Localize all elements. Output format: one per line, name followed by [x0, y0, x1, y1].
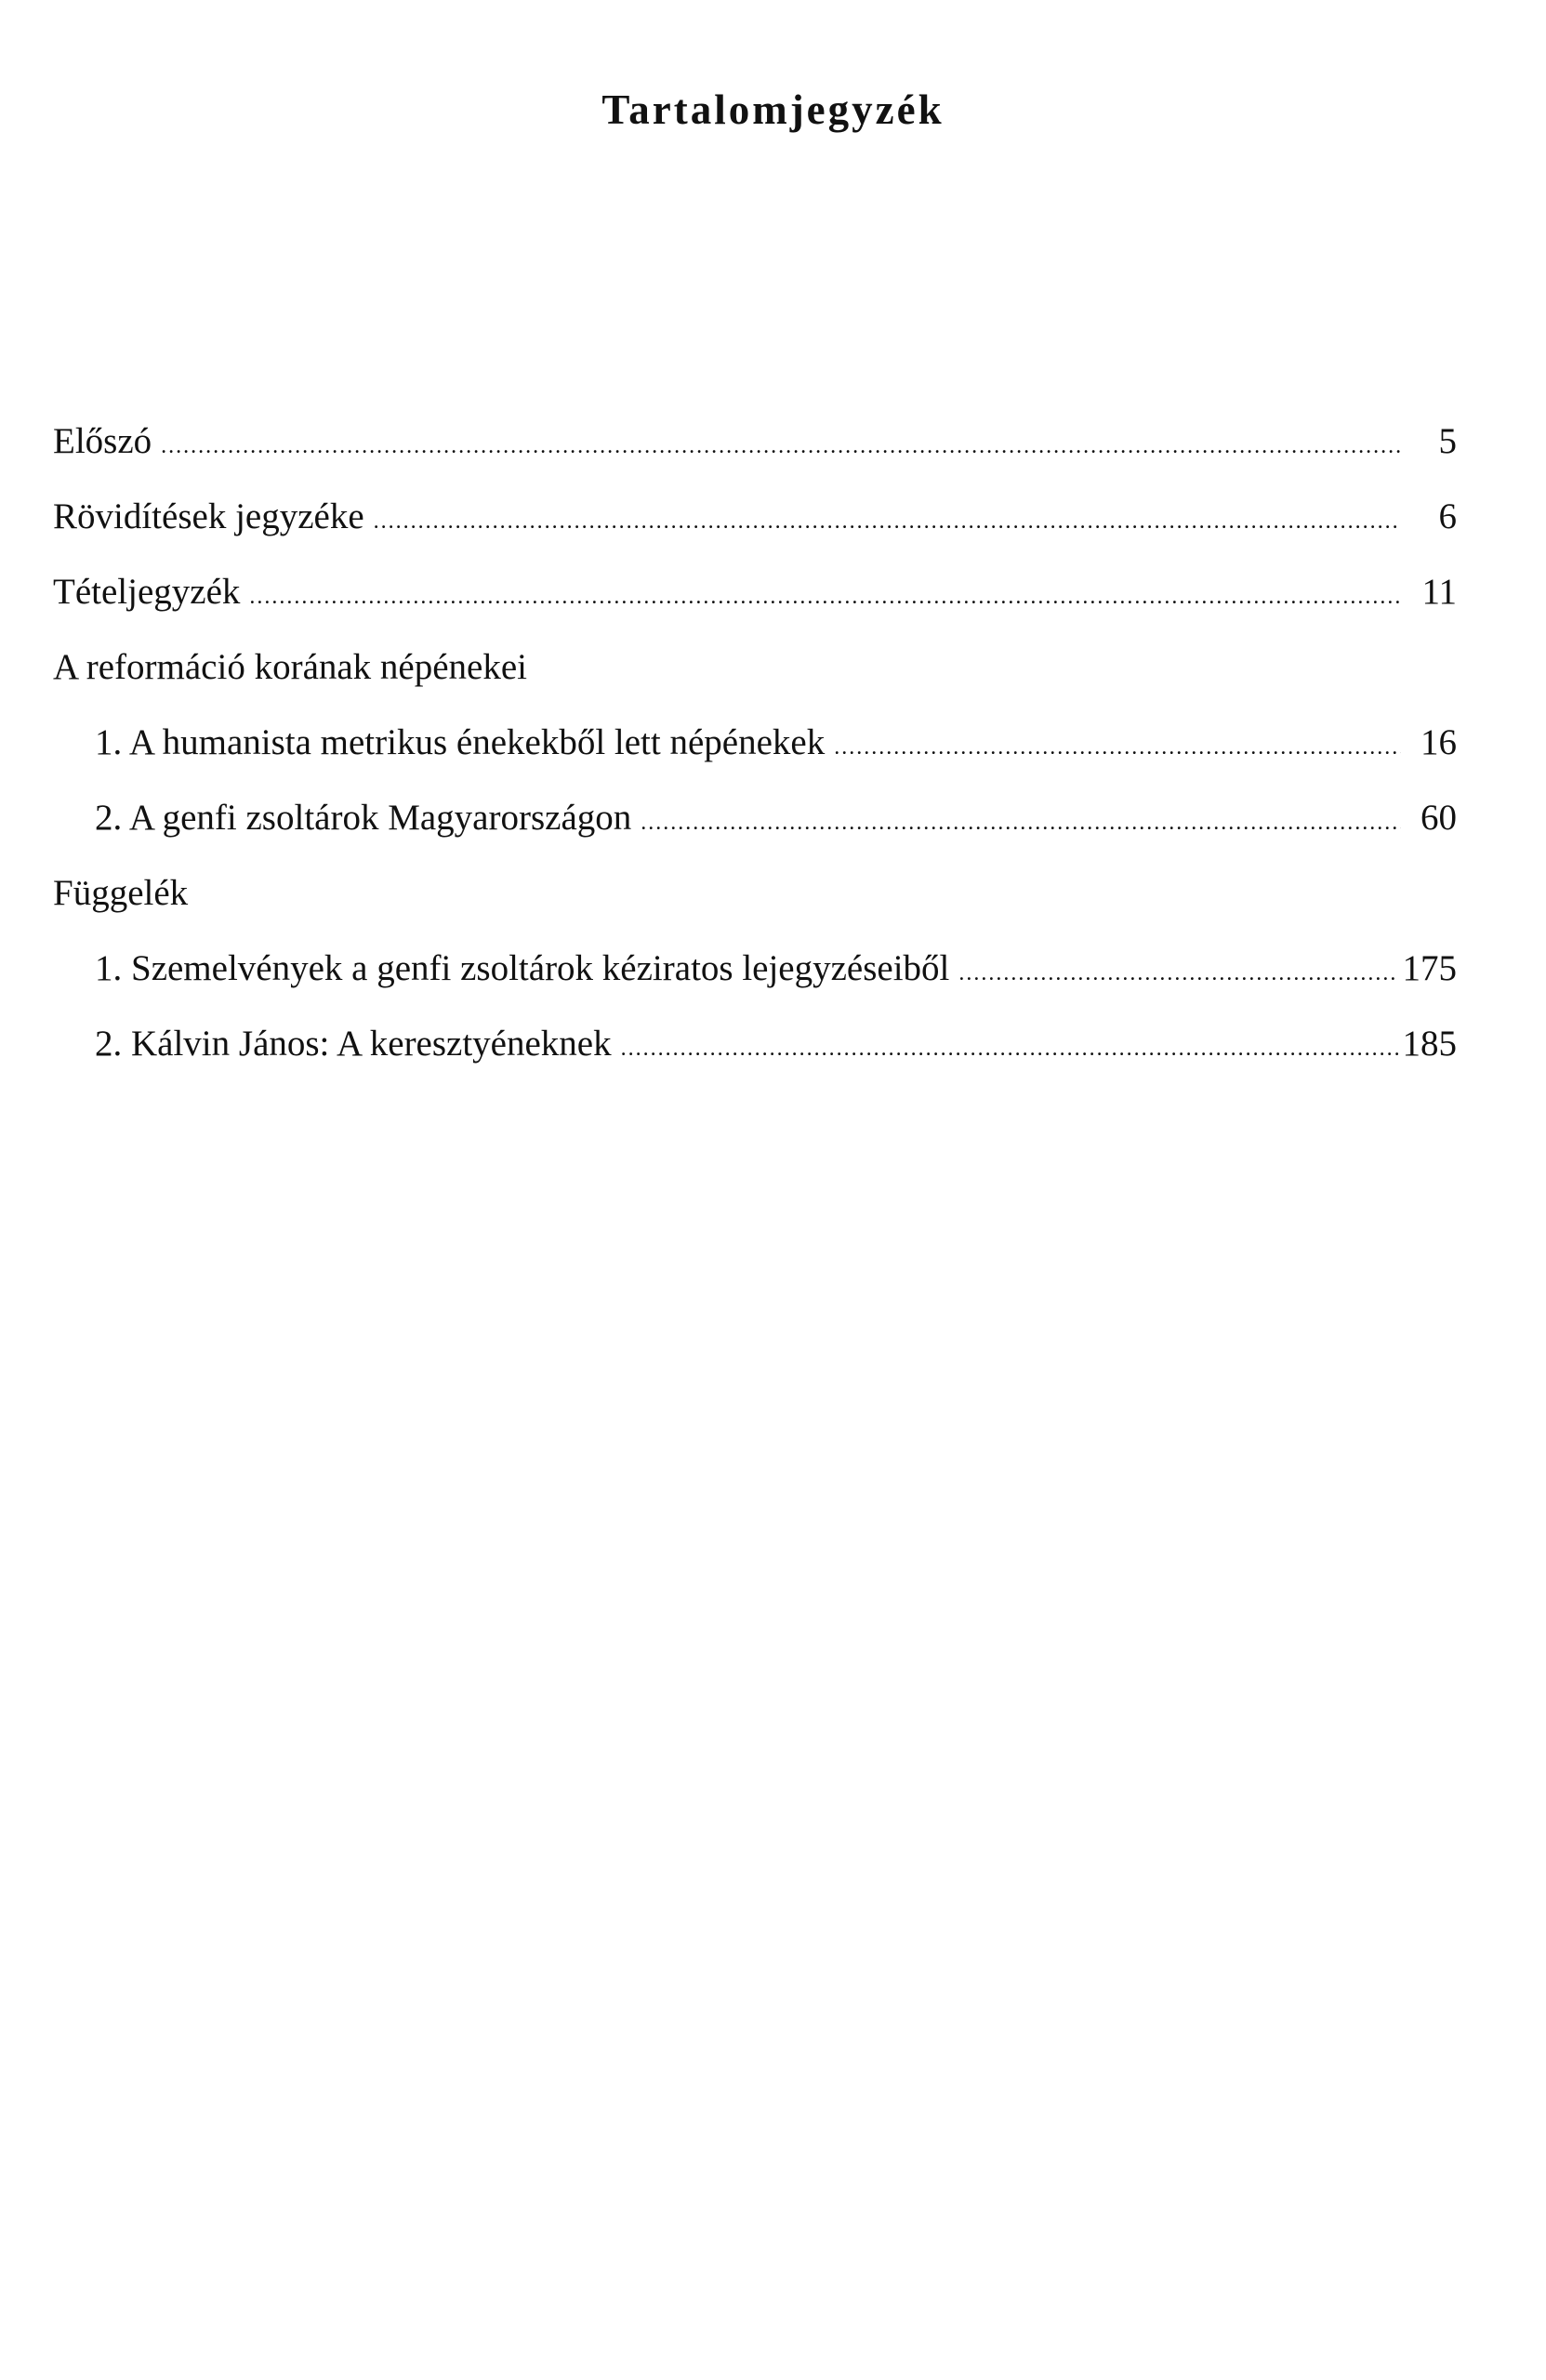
dot-leader	[161, 418, 1401, 474]
toc-page-number: 5	[1438, 421, 1457, 461]
toc-entry-label: 1. A humanista metrikus énekekből lett népénekek	[95, 722, 826, 762]
toc-entry-roviditesek	[53, 489, 1457, 564]
table-of-contents	[53, 414, 1457, 1091]
toc-entry-eloszo	[53, 414, 1457, 489]
toc-page-number: 185	[1402, 1024, 1457, 1064]
dot-leader	[958, 945, 1398, 1001]
toc-entry-label: 2. Kálvin János: A keresztyéneknek	[95, 1024, 612, 1064]
toc-section-label: A reformáció korának népénekei	[53, 647, 528, 687]
toc-page-number: 60	[1420, 798, 1457, 838]
toc-page-number: 11	[1421, 572, 1457, 612]
dot-leader	[374, 494, 1401, 549]
toc-entry-label: Rövidítések jegyzéke	[53, 496, 364, 536]
toc-section-heading	[53, 866, 1457, 941]
toc-entry-teteljegyzek	[53, 564, 1457, 640]
dot-leader	[641, 795, 1401, 851]
toc-entry-kalvin	[53, 1016, 1457, 1091]
toc-page-number: 175	[1402, 948, 1457, 988]
toc-page-number: 16	[1420, 722, 1457, 762]
toc-section-heading	[53, 640, 1457, 715]
toc-entry-label: Tételjegyzék	[53, 572, 241, 612]
toc-entry-label: 2. A genfi zsoltárok Magyarországon	[95, 798, 632, 838]
toc-page-number: 6	[1438, 496, 1457, 536]
page-title: Tartalomjegyzék	[601, 86, 945, 133]
dot-leader	[621, 1021, 1399, 1077]
dot-leader	[834, 720, 1401, 775]
toc-entry-szemelvenyek	[53, 941, 1457, 1016]
toc-entry-humanista	[53, 715, 1457, 790]
dot-leader	[249, 569, 1401, 625]
toc-entry-label: 1. Szemelvények a genfi zsoltárok kéziratos lejegyzéseiből	[95, 948, 950, 988]
toc-section-label: Függelék	[53, 873, 189, 913]
toc-entry-genfi	[53, 790, 1457, 866]
toc-entry-label: Előszó	[53, 421, 152, 461]
